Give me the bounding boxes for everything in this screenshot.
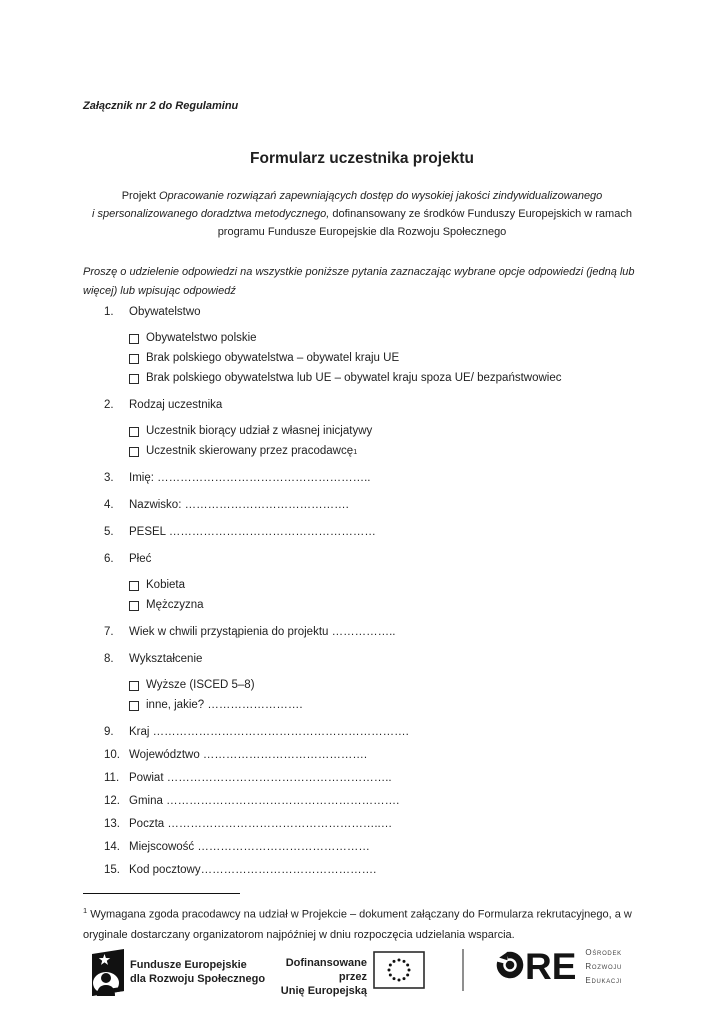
question-5 (104, 525, 634, 540)
ore-letters: RE (525, 946, 577, 987)
question-label: Płeć (129, 553, 152, 565)
question-label: Nazwisko: ……………………………………. (129, 499, 349, 511)
question-14 (104, 840, 634, 855)
question-number: 13. (104, 818, 120, 830)
question-label: Imię: ……………………………………………….. (129, 472, 371, 484)
option-label: Uczestnik skierowany przez pracodawcę (146, 445, 354, 457)
question-number: 1. (104, 306, 114, 318)
question-label: PESEL ……………………………………………… (129, 526, 376, 538)
option-row (129, 698, 634, 713)
intro-segment: dofinansowany ze środków Funduszy Europejskich w ramach (329, 208, 632, 220)
option-label: Brak polskiego obywatelstwa lub UE – obywatel kraju spoza UE/ bezpaństwowiec (146, 372, 562, 384)
question-1 (104, 305, 634, 320)
ore-name-line1: Ośrodek (585, 948, 622, 958)
option-label: Kobieta (146, 579, 186, 591)
instruction-line: więcej) lub wpisując odpowiedź (83, 284, 236, 297)
option-label: Obywatelstwo polskie (146, 332, 257, 344)
question-3 (104, 471, 634, 486)
eu-funds-flag-icon (92, 949, 124, 1001)
option-row (129, 424, 634, 439)
question-number: 5. (104, 526, 114, 538)
option-row (129, 331, 634, 346)
intro-line (82, 187, 642, 205)
option-checkbox[interactable] (129, 601, 139, 611)
option-checkbox[interactable] (129, 427, 139, 437)
question-label: Kod pocztowy………………………………………. (129, 864, 377, 876)
intro-line (82, 205, 642, 223)
question-9 (104, 725, 634, 740)
question-number: 15. (104, 864, 120, 876)
option-label: Uczestnik biorący udział z własnej inicjatywy (146, 425, 373, 437)
eu-flag-icon (373, 951, 425, 994)
option-label: Mężczyzna (146, 599, 204, 611)
option-row (129, 371, 634, 386)
option-checkbox[interactable] (129, 354, 139, 364)
intro-segment: programu Fundusze Europejskie dla Rozwoju Społecznego (217, 226, 507, 238)
eu-funding-line1: Dofinansowane przez (285, 957, 367, 983)
option-row (129, 351, 634, 366)
question-label: Miejscowość ……………………………………… (129, 841, 370, 853)
intro-segment: i spersonalizowanego doradztwa metodycznego, (92, 208, 330, 220)
question-7 (104, 625, 634, 640)
footnote-text: Wymagana zgoda pracodawcy na udział w Projekcie – dokument załączany do Formularza rekrutacyjnego, a w oryginale dostarczany organizatorom najpóźniej w dniu rozpoczęcia udzielania wsparcia. (83, 908, 632, 941)
eu-funds-line2: dla Rozwoju Społecznego (130, 973, 266, 985)
option-checkbox[interactable] (129, 374, 139, 384)
question-number: 8. (104, 653, 114, 665)
question-15 (104, 863, 634, 878)
question-number: 7. (104, 626, 114, 638)
question-6 (104, 552, 634, 567)
question-label: Województwo ……………………………………. (129, 749, 368, 761)
option-checkbox[interactable] (129, 681, 139, 691)
instruction-line: Proszę o udzielenie odpowiedzi na wszystkie poniższe pytania zaznaczając wybrane opcje odpowiedzi (jedną lub (83, 266, 635, 278)
option-row (129, 678, 634, 693)
question-number: 9. (104, 726, 114, 738)
question-label: Kraj …………………………………………………………. (129, 726, 409, 738)
option-checkbox[interactable] (129, 334, 139, 344)
footnote-marker: 1 (83, 906, 88, 915)
question-12 (104, 794, 634, 809)
ore-o-icon (496, 951, 524, 984)
footer-divider (462, 949, 464, 991)
intro-line (82, 223, 642, 241)
ore-name (585, 946, 622, 987)
option-footnote-marker: 1 (353, 447, 358, 456)
question-2 (104, 398, 634, 413)
option-checkbox[interactable] (129, 447, 139, 457)
question-11 (104, 771, 634, 786)
question-number: 6. (104, 553, 114, 565)
option-row (129, 598, 634, 613)
footnote (83, 901, 647, 945)
question-label: Rodzaj uczestnika (129, 399, 223, 411)
ore-logo (496, 946, 623, 987)
intro-segment: Opracowanie rozwiązań zapewniających dostęp do wysokiej jakości zindywidualizowanego (159, 190, 603, 202)
question-number: 3. (104, 472, 114, 484)
footnote-divider (83, 893, 240, 894)
option-label: Brak polskiego obywatelstwa – obywatel kraju UE (146, 352, 400, 364)
option-label: inne, jakie? ……………………. (146, 699, 303, 711)
ore-name-line3: Edukacji (585, 975, 623, 985)
option-checkbox[interactable] (129, 581, 139, 591)
question-number: 2. (104, 399, 114, 411)
eu-funding-text (255, 956, 367, 998)
question-number: 10. (104, 749, 120, 761)
option-row (129, 444, 634, 459)
intro-segment: Projekt (121, 190, 159, 202)
option-label: Wyższe (ISCED 5–8) (146, 679, 255, 691)
question-8 (104, 652, 634, 667)
question-number: 12. (104, 795, 120, 807)
question-list (104, 305, 634, 878)
question-label: Wiek w chwili przystąpienia do projektu …………….. (129, 626, 396, 638)
question-10 (104, 748, 634, 763)
question-4 (104, 498, 634, 513)
question-number: 14. (104, 841, 120, 853)
form-instructions (83, 263, 653, 300)
page-title: Formularz uczestnika projektu (250, 150, 474, 167)
eu-funds-logo-text (130, 958, 265, 986)
question-label: Obywatelstwo (129, 306, 201, 318)
question-number: 4. (104, 499, 114, 511)
question-label: Gmina ……………………………………………………. (129, 795, 400, 807)
option-checkbox[interactable] (129, 701, 139, 711)
ore-name-line2: Rozwoju (585, 962, 623, 972)
question-label: Powiat ………………………………………………….. (129, 772, 392, 784)
question-label: Wykształcenie (129, 653, 203, 665)
question-label: Poczta ………………………………………………..… (129, 818, 393, 830)
question-13 (104, 817, 634, 832)
eu-funding-line2: Unię Europejską (280, 985, 367, 997)
project-intro (82, 187, 642, 241)
question-number: 11. (104, 772, 120, 784)
eu-funds-line1: Fundusze Europejskie (130, 959, 247, 971)
attachment-label: Załącznik nr 2 do Regulaminu (83, 100, 239, 112)
option-row (129, 578, 634, 593)
